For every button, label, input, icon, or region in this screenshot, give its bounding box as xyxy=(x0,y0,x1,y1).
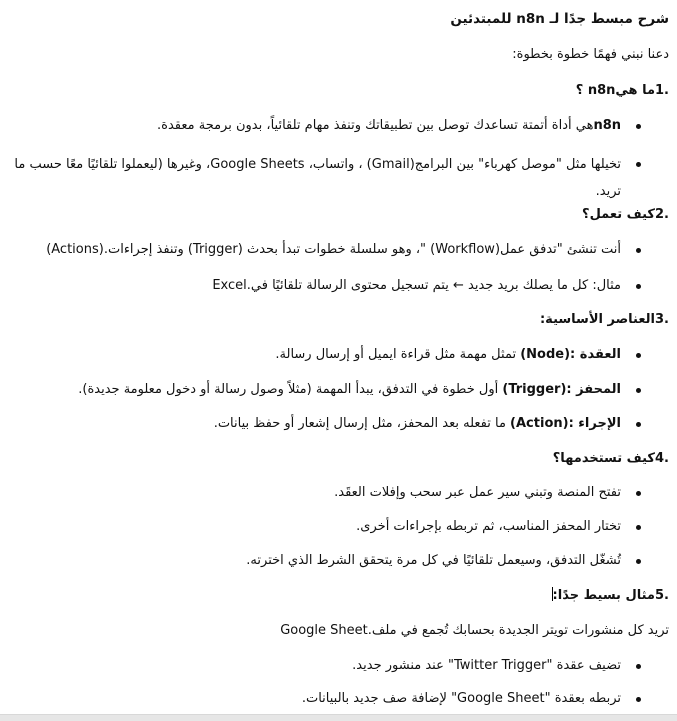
section-5-heading-text: .5مثال بسيط جدًا: xyxy=(552,588,669,603)
bullet-icon xyxy=(636,388,641,393)
list-item-text: تُشغّل التدفق، وسيعمل تلقائيًا في كل مرة يتحقق الشرط الذي اخترته. xyxy=(246,553,621,568)
bullet-icon xyxy=(636,284,641,289)
section-3-heading: .3العناصر الأساسية: xyxy=(539,312,669,327)
list-item xyxy=(8,241,669,259)
bullet-icon xyxy=(636,422,641,427)
bullet-icon xyxy=(636,697,641,702)
list-item-text: أنت تنشئ "تدفق عمل(Workflow) "، وهو سلسلة خطوات تبدأ بحدث (Trigger) وتنفذ إجراءات.(Actions) xyxy=(46,242,621,257)
example-paragraph: تريد كل منشورات تويتر الجديدة بحسابك تُجمع في ملف.Google Sheet xyxy=(280,623,669,638)
bold-term: الإجراء :(Action) xyxy=(510,416,621,431)
document-title: شرح مبسط جدًا لـ n8n للمبتدئين xyxy=(450,11,669,27)
bullet-icon xyxy=(636,559,641,564)
list-item-text: مثال: كل ما يصلك بريد جديد ← يتم تسجيل محتوى الرسالة تلقائيًا في.Excel xyxy=(212,278,621,293)
list-item-text: تمثل مهمة مثل قراءة ايميل أو إرسال رسالة. xyxy=(275,347,521,362)
bullet-icon xyxy=(636,124,641,129)
bullet-icon xyxy=(636,162,641,167)
bold-term: n8n xyxy=(593,118,621,133)
bold-term: المحفز :(Trigger) xyxy=(502,382,621,397)
list-item xyxy=(8,690,669,708)
list-item xyxy=(8,552,669,570)
list-item xyxy=(8,381,669,399)
list-item-text: هي أداة أتمتة تساعدك توصل بين تطبيقاتك وتنفذ مهام تلقائياً، بدون برمجة معقدة. xyxy=(157,118,594,133)
section-4-heading: .4كيف تستخدمها؟ xyxy=(552,451,669,466)
list-item-text: تختار المحفز المناسب، ثم تربطه بإجراءات أخرى. xyxy=(356,519,621,534)
section-2-heading: .2كيف تعمل؟ xyxy=(582,207,669,222)
intro-paragraph: دعنا نبني فهمًا خطوة بخطوة: xyxy=(512,47,669,62)
list-item xyxy=(8,346,669,364)
bold-term: العقدة :(Node) xyxy=(520,347,621,362)
list-item-text: أول خطوة في التدفق، يبدأ المهمة (مثلاً وصول رسالة أو دخول معلومة جديدة). xyxy=(78,382,503,397)
bullet-icon xyxy=(636,353,641,358)
list-item xyxy=(8,277,669,295)
list-item-text: تضيف عقدة "Twitter Trigger" عند منشور جديد. xyxy=(352,658,621,673)
list-item xyxy=(8,117,669,135)
list-item-text: ما تفعله بعد المحفز، مثل إرسال إشعار أو حفظ بيانات. xyxy=(213,416,511,431)
bullet-icon xyxy=(636,664,641,669)
list-item xyxy=(8,484,669,502)
bullet-icon xyxy=(636,491,641,496)
list-item xyxy=(8,518,669,536)
bullet-icon xyxy=(636,525,641,530)
list-item xyxy=(8,657,669,675)
list-item-text: تخيلها مثل "موصل كهرباء" بين البرامج(Gmail) ، واتساب، Google Sheets، وغيرها (ليعملوا تلقائيًا معًا حسب ما تريد. xyxy=(14,157,621,199)
bullet-icon xyxy=(636,248,641,253)
list-item xyxy=(8,415,669,433)
list-item xyxy=(8,151,669,205)
section-5-heading xyxy=(8,587,669,605)
list-item-text: تربطه بعقدة "Google Sheet" لإضافة صف جديد بالبيانات. xyxy=(301,691,621,706)
list-item-text: تفتح المنصة وتبني سير عمل عبر سحب وإفلات العقَد. xyxy=(334,485,621,500)
section-1-heading: .1ما هيn8n ؟ xyxy=(575,83,669,98)
